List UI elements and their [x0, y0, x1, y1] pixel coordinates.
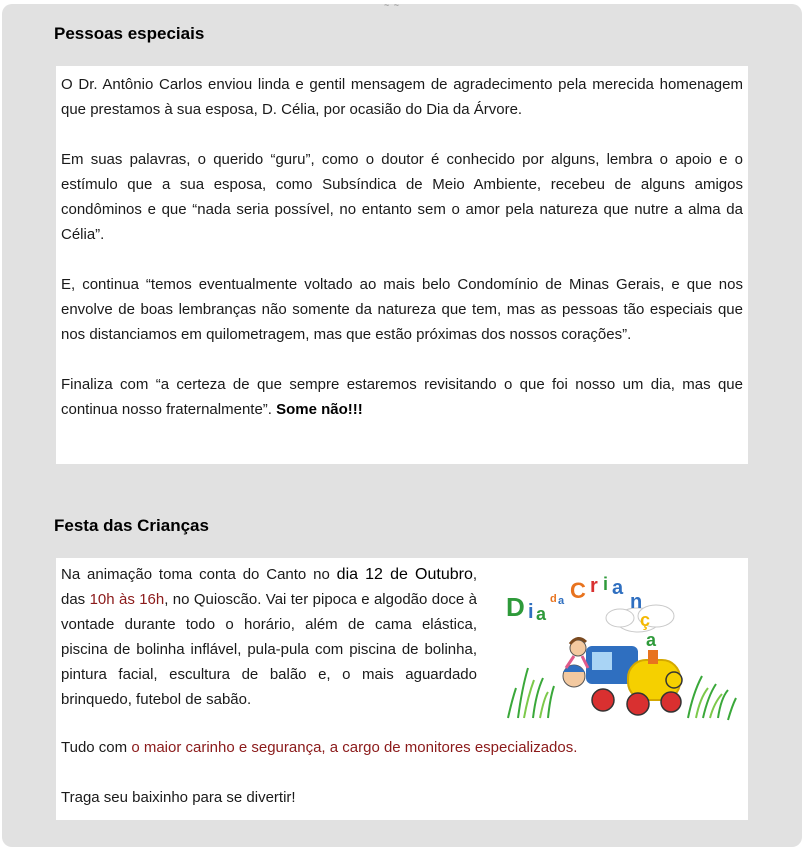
paragraph-2: Em suas palavras, o querido “guru”, como o doutor é conhecido por alguns, lembra o apoio e o estímulo que a sua esposa, como Subsíndica de Meio Ambiente, recebeu de alguns amigos condôminos e que “nada seria possível, no entanto sem o amor pela natureza que nutre a alma da Célia”. — [61, 151, 743, 243]
festa-p1-start: Na animação toma conta do Canto no — [61, 566, 330, 583]
letter-a3: a — [612, 577, 624, 599]
section-title-festa-das-criancas: Festa das Crianças — [54, 516, 209, 535]
festa-p2-start: Tudo com — [61, 739, 128, 756]
festa-paragraph-2 — [61, 735, 743, 760]
festa-paragraph-1 — [61, 562, 477, 712]
paragraph-4 — [61, 372, 743, 422]
paragraph-4-text: Finaliza com “a certeza de que sempre estaremos revisitando o que foi nosso um dia, mas que continua nosso fraternalmente”. — [61, 376, 743, 418]
letter-a2: a — [558, 595, 565, 607]
letter-a4: a — [646, 630, 657, 650]
toy-train-icon — [586, 646, 682, 715]
letter-r: r — [590, 575, 598, 597]
top-fragment: ~ ~ — [384, 0, 401, 10]
dia-da-crianca-illustration — [488, 568, 740, 726]
festa-intro-column — [61, 562, 477, 712]
paragraph-1: O Dr. Antônio Carlos enviou linda e gentil mensagem de agradecimento pela merecida homenagem que prestamos à sua esposa, D. Célia, por ocasião do Dia da Árvore. — [61, 76, 743, 118]
paragraph-3: E, continua “temos eventualmente voltado ao mais belo Condomínio de Minas Gerais, e que nos envolve de boas lembranças não somente da natureza que tem, mas as pessoas tão especiais que nos distanciamos em quilometragem, mas que estão próximas dos nossos corações”. — [61, 276, 743, 343]
letter-i1: i — [528, 601, 534, 623]
festa-paragraph-3: Traga seu baixinho para se divertir! — [61, 789, 296, 806]
festa-time: 10h às 16h — [89, 591, 165, 608]
letter-c: ç — [640, 610, 651, 630]
some-nao-emphasis: Some não!!! — [276, 401, 363, 418]
letter-i2: i — [603, 574, 609, 594]
child-icon — [563, 638, 588, 687]
letter-d: d — [550, 593, 557, 605]
section-title-pessoas-especiais: Pessoas especiais — [54, 24, 205, 43]
letter-n: n — [630, 591, 643, 613]
article-festa-das-criancas — [56, 558, 748, 820]
festa-date: dia 12 de Outubro — [336, 566, 473, 583]
festa-p1-end: , no Quioscão. Vai ter pipoca e algodão doce à vontade durante todo o horário, além de cama elástica, piscina de bolinha inflável, pula-pula com piscina de bolinha, pintura facial, escultura de balão e, o mais aguardado brinquedo, futebol de sabão. — [61, 591, 477, 708]
article-pessoas-especiais — [56, 66, 748, 464]
letter-a1: a — [536, 604, 547, 624]
letter-D: D — [506, 592, 525, 622]
letter-C: C — [570, 578, 586, 603]
festa-p2-highlight: o maior carinho e segurança, a cargo de monitores especializados. — [131, 739, 578, 756]
festa-p1-mid: , das — [61, 566, 478, 608]
